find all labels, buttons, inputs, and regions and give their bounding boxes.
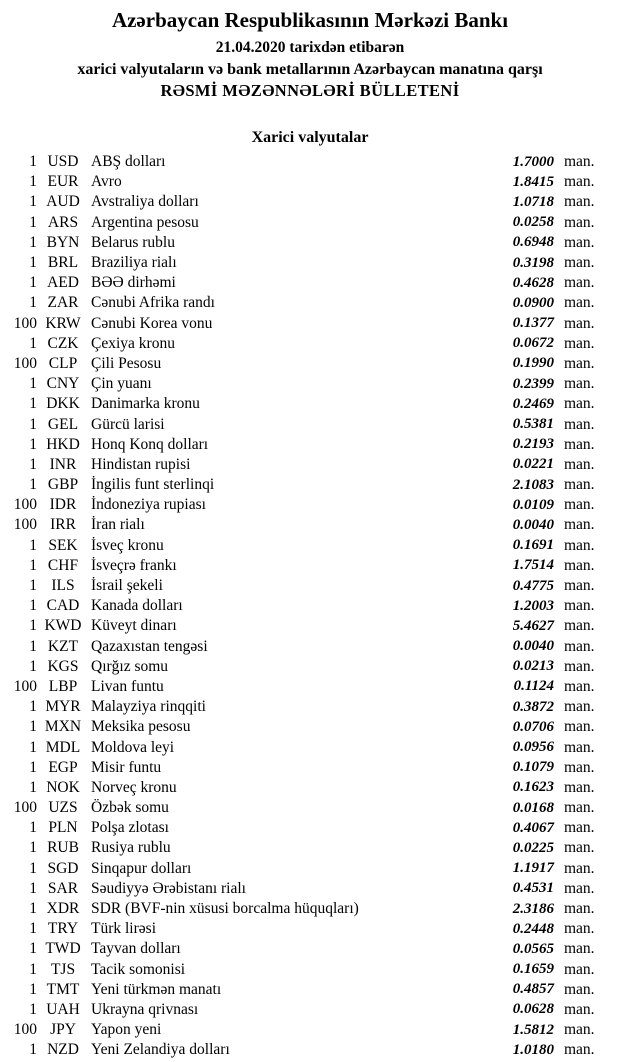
table-row [0, 536, 620, 556]
row-rate-value: 0.2193 [512, 436, 554, 453]
row-quantity: 1 [29, 940, 37, 958]
row-quantity: 1 [29, 617, 37, 635]
row-currency-code: RUB [47, 839, 79, 857]
row-unit-label: man. [564, 637, 595, 655]
row-currency-name: Çin yuanı [91, 375, 152, 393]
row-rate-value: 0.0213 [512, 658, 554, 675]
row-unit-label: man. [564, 496, 595, 514]
row-unit-label: man. [564, 1021, 595, 1039]
row-quantity: 1 [29, 819, 37, 837]
subtitle-line: xarici valyutaların və bank metallarının Azərbaycan manatına qarşı [77, 61, 543, 78]
row-quantity: 1 [29, 173, 37, 191]
row-currency-code: MXN [44, 718, 82, 736]
row-quantity: 100 [13, 516, 37, 534]
row-rate-value: 0.0672 [512, 335, 554, 352]
row-currency-name: Çili Pesosu [91, 354, 162, 372]
row-currency-name: Hindistan rupisi [91, 455, 191, 473]
row-quantity: 100 [13, 314, 37, 332]
row-unit-label: man. [564, 536, 595, 554]
row-unit-label: man. [564, 193, 595, 211]
row-quantity: 1 [29, 153, 37, 171]
row-currency-code: USD [47, 153, 79, 171]
row-currency-code: DKK [46, 395, 80, 413]
table-row [0, 233, 620, 253]
row-unit-label: man. [564, 859, 595, 877]
row-unit-label: man. [564, 677, 595, 695]
row-currency-code: UZS [48, 799, 78, 817]
table-row [0, 1040, 620, 1060]
row-quantity: 1 [29, 577, 37, 595]
row-quantity: 1 [29, 698, 37, 716]
table-row [0, 960, 620, 980]
table-row [0, 697, 620, 717]
table-row [0, 596, 620, 616]
row-quantity: 100 [13, 677, 37, 695]
table-row [0, 1000, 620, 1020]
row-currency-code: CLP [48, 354, 78, 372]
row-currency-name: Moldova leyi [91, 738, 175, 756]
row-currency-name: Türk lirəsi [91, 920, 156, 938]
row-rate-value: 0.4857 [512, 981, 554, 998]
table-row [0, 495, 620, 515]
row-currency-code: BRL [47, 254, 79, 272]
row-currency-code: SEK [48, 536, 78, 554]
row-currency-name: Özbək somu [91, 799, 169, 817]
table-row [0, 778, 620, 798]
table-row [0, 677, 620, 697]
table-row [0, 939, 620, 959]
row-rate-value: 0.0900 [512, 294, 554, 311]
row-quantity: 1 [29, 920, 37, 938]
row-unit-label: man. [564, 455, 595, 473]
row-currency-code: UAH [46, 1000, 80, 1018]
row-rate-value: 0.5381 [512, 416, 554, 433]
row-unit-label: man. [564, 395, 595, 413]
row-rate-value: 0.4531 [512, 880, 554, 897]
row-currency-code: TMT [46, 980, 80, 998]
row-rate-value: 0.0109 [512, 496, 554, 513]
row-rate-value: 0.0225 [512, 839, 554, 856]
row-rate-value: 0.2448 [512, 920, 554, 937]
row-rate-value: 0.0168 [512, 799, 554, 816]
row-unit-label: man. [564, 657, 595, 675]
row-currency-name: Tacik somonisi [91, 960, 186, 978]
row-currency-name: Malayziya rinqqiti [91, 698, 206, 716]
row-rate-value: 0.4067 [512, 819, 554, 836]
row-currency-code: NOK [46, 778, 80, 796]
table-row [0, 980, 620, 1000]
table-row [0, 556, 620, 576]
row-rate-value: 2.1083 [512, 476, 554, 493]
row-rate-value: 0.0258 [512, 214, 554, 231]
row-currency-name: Meksika pesosu [91, 718, 191, 736]
row-currency-code: GEL [47, 415, 79, 433]
row-unit-label: man. [564, 698, 595, 716]
row-currency-name: Tayvan dolları [91, 940, 181, 958]
row-unit-label: man. [564, 556, 595, 574]
row-currency-name: Yapon yeni [91, 1021, 162, 1039]
row-quantity: 1 [29, 718, 37, 736]
table-row [0, 515, 620, 535]
row-unit-label: man. [564, 597, 595, 615]
table-row [0, 435, 620, 455]
row-rate-value: 0.2399 [512, 375, 554, 392]
row-currency-code: EUR [47, 173, 79, 191]
row-unit-label: man. [564, 940, 595, 958]
row-rate-value: 0.0040 [512, 638, 554, 655]
row-currency-name: İsveçrə frankı [91, 556, 177, 574]
row-unit-label: man. [564, 254, 595, 272]
table-row [0, 414, 620, 434]
row-unit-label: man. [564, 980, 595, 998]
row-rate-value: 0.0040 [512, 516, 554, 533]
row-unit-label: man. [564, 799, 595, 817]
row-currency-code: CZK [47, 334, 79, 352]
row-rate-value: 0.0221 [512, 456, 554, 473]
table-row [0, 152, 620, 172]
row-currency-name: Rusiya rublu [91, 839, 171, 857]
row-quantity: 1 [29, 294, 37, 312]
row-currency-code: BYN [46, 233, 80, 251]
row-rate-value: 0.4775 [512, 577, 554, 594]
row-currency-name: Gürcü larisi [91, 415, 165, 433]
row-currency-name: Norveç kronu [91, 778, 177, 796]
row-rate-value: 1.7514 [512, 557, 554, 574]
row-currency-name: Ukrayna qrivnası [91, 1000, 199, 1018]
row-quantity: 1 [29, 435, 37, 453]
row-unit-label: man. [564, 476, 595, 494]
row-currency-name: SDR (BVF-nin xüsusi borcalma hüquqları) [91, 900, 359, 918]
row-currency-name: Səudiyyə Ərəbistanı rialı [91, 879, 246, 897]
table-row [0, 273, 620, 293]
row-currency-name: Qırğız somu [91, 657, 169, 675]
row-rate-value: 0.1659 [512, 961, 554, 978]
row-rate-value: 0.1124 [513, 678, 554, 695]
row-currency-code: IRR [50, 516, 76, 534]
row-quantity: 100 [13, 799, 37, 817]
row-quantity: 1 [29, 334, 37, 352]
row-quantity: 1 [29, 375, 37, 393]
row-unit-label: man. [564, 1000, 595, 1018]
row-unit-label: man. [564, 778, 595, 796]
row-currency-name: Argentina pesosu [91, 213, 199, 231]
row-currency-name: Çexiya kronu [91, 334, 175, 352]
row-quantity: 1 [29, 637, 37, 655]
table-row [0, 314, 620, 334]
row-rate-value: 0.3872 [512, 698, 554, 715]
row-rate-value: 0.2469 [512, 395, 554, 412]
table-row [0, 859, 620, 879]
row-rate-value: 0.1377 [512, 315, 554, 332]
row-currency-code: EGP [48, 758, 78, 776]
row-currency-name: Qazaxıstan tengəsi [91, 637, 208, 655]
table-row [0, 334, 620, 354]
row-unit-label: man. [564, 819, 595, 837]
row-currency-name: Yeni Zelandiya dolları [91, 1041, 230, 1059]
row-currency-code: CHF [47, 556, 79, 574]
table-row [0, 172, 620, 192]
row-currency-code: ARS [47, 213, 79, 231]
row-rate-value: 5.4627 [512, 617, 554, 634]
table-row [0, 879, 620, 899]
table-row [0, 394, 620, 414]
row-currency-name: Danimarka kronu [91, 395, 200, 413]
row-currency-name: ABŞ dolları [91, 153, 166, 171]
row-rate-value: 0.0565 [512, 940, 554, 957]
row-currency-name: İran rialı [91, 516, 145, 534]
row-currency-code: KWD [44, 617, 82, 635]
table-row [0, 213, 620, 233]
row-currency-code: ZAR [47, 294, 79, 312]
row-quantity: 1 [29, 879, 37, 897]
table-row [0, 798, 620, 818]
bulletin-title: RƏSMİ MƏZƏNNƏLƏRİ BÜLLETENİ [160, 81, 460, 100]
row-currency-name: BƏƏ dirhəmi [91, 274, 176, 292]
row-currency-name: Braziliya rialı [91, 254, 177, 272]
row-rate-value: 0.1079 [512, 759, 554, 776]
row-unit-label: man. [564, 213, 595, 231]
currency-rates-table [0, 152, 620, 1060]
row-unit-label: man. [564, 375, 595, 393]
row-quantity: 1 [29, 738, 37, 756]
row-rate-value: 0.0956 [512, 739, 554, 756]
row-rate-value: 1.8415 [512, 173, 554, 190]
table-row [0, 899, 620, 919]
row-currency-name: Belarus rublu [91, 233, 175, 251]
row-unit-label: man. [564, 718, 595, 736]
row-rate-value: 1.0180 [512, 1041, 554, 1058]
row-quantity: 1 [29, 839, 37, 857]
row-quantity: 1 [29, 900, 37, 918]
table-row [0, 192, 620, 212]
row-quantity: 1 [29, 960, 37, 978]
row-currency-name: Küveyt dinarı [91, 617, 177, 635]
row-currency-code: KGS [47, 657, 79, 675]
row-rate-value: 0.3198 [512, 254, 554, 271]
row-rate-value: 2.3186 [512, 900, 554, 917]
row-currency-name: Kanada dolları [91, 597, 183, 615]
row-unit-label: man. [564, 435, 595, 453]
table-row [0, 838, 620, 858]
row-currency-code: SAR [47, 879, 79, 897]
row-unit-label: man. [564, 758, 595, 776]
row-currency-name: Sinqapur dolları [91, 859, 192, 877]
row-currency-code: ILS [51, 577, 75, 595]
row-currency-code: CAD [46, 597, 80, 615]
row-currency-code: AUD [46, 193, 80, 211]
table-row [0, 455, 620, 475]
row-currency-code: XDR [46, 900, 80, 918]
row-unit-label: man. [564, 617, 595, 635]
row-rate-value: 0.6948 [512, 234, 554, 251]
row-currency-code: HKD [46, 435, 80, 453]
row-currency-name: Polşa zlotası [91, 819, 169, 837]
effective-date-line: 21.04.2020 tarixdən etibarən [215, 39, 405, 56]
table-row [0, 737, 620, 757]
row-rate-value: 0.1691 [512, 537, 554, 554]
row-currency-name: İndoneziya rupiası [91, 496, 206, 514]
row-quantity: 1 [29, 274, 37, 292]
row-unit-label: man. [564, 738, 595, 756]
row-currency-code: MYR [45, 698, 81, 716]
row-currency-code: AED [47, 274, 79, 292]
row-unit-label: man. [564, 233, 595, 251]
table-row [0, 616, 620, 636]
row-quantity: 1 [29, 859, 37, 877]
row-currency-name: Cənubi Korea vonu [91, 314, 213, 332]
table-row [0, 374, 620, 394]
row-quantity: 1 [29, 758, 37, 776]
row-currency-name: Cənubi Afrika randı [91, 294, 215, 312]
row-rate-value: 0.1990 [512, 355, 554, 372]
table-row [0, 1020, 620, 1040]
row-quantity: 100 [13, 1021, 37, 1039]
row-currency-name: Avro [91, 173, 122, 191]
row-unit-label: man. [564, 839, 595, 857]
row-quantity: 1 [29, 254, 37, 272]
row-unit-label: man. [564, 960, 595, 978]
row-currency-code: SGD [47, 859, 79, 877]
table-row [0, 354, 620, 374]
row-unit-label: man. [564, 920, 595, 938]
row-currency-name: Honq Konq dolları [91, 435, 209, 453]
row-rate-value: 0.0628 [512, 1001, 554, 1018]
row-rate-value: 0.0706 [512, 718, 554, 735]
table-row [0, 758, 620, 778]
row-unit-label: man. [564, 173, 595, 191]
row-currency-name: Livan funtu [91, 677, 164, 695]
row-currency-code: KZT [47, 637, 79, 655]
row-unit-label: man. [564, 879, 595, 897]
row-currency-name: İsrail şekeli [91, 577, 163, 595]
row-unit-label: man. [564, 1041, 595, 1059]
row-quantity: 1 [29, 778, 37, 796]
row-unit-label: man. [564, 354, 595, 372]
table-row [0, 657, 620, 677]
row-currency-name: İngilis funt sterlinqi [91, 476, 215, 494]
row-quantity: 100 [13, 354, 37, 372]
row-quantity: 1 [29, 415, 37, 433]
table-row [0, 253, 620, 273]
row-currency-code: IDR [49, 496, 77, 514]
table-row [0, 475, 620, 495]
row-quantity: 1 [29, 657, 37, 675]
row-currency-code: TJS [50, 960, 76, 978]
table-row [0, 919, 620, 939]
row-unit-label: man. [564, 334, 595, 352]
row-currency-name: İsveç kronu [91, 536, 164, 554]
row-currency-code: TWD [45, 940, 81, 958]
table-row [0, 717, 620, 737]
row-currency-code: GBP [47, 476, 79, 494]
row-quantity: 1 [29, 213, 37, 231]
row-unit-label: man. [564, 577, 595, 595]
row-rate-value: 1.2003 [512, 597, 554, 614]
table-row [0, 576, 620, 596]
row-currency-code: JPY [50, 1021, 76, 1039]
row-quantity: 1 [29, 455, 37, 473]
row-currency-name: Yeni türkmən manatı [91, 980, 222, 998]
row-rate-value: 1.5812 [512, 1021, 554, 1038]
row-quantity: 1 [29, 476, 37, 494]
table-row [0, 293, 620, 313]
row-rate-value: 0.4628 [512, 274, 554, 291]
row-currency-code: TRY [47, 920, 79, 938]
row-quantity: 1 [29, 395, 37, 413]
row-currency-name: Misir funtu [91, 758, 162, 776]
row-currency-code: KRW [45, 314, 81, 332]
row-unit-label: man. [564, 153, 595, 171]
section-title-foreign-currencies: Xarici valyutalar [251, 129, 369, 146]
row-quantity: 1 [29, 556, 37, 574]
row-currency-code: LBP [48, 677, 78, 695]
row-quantity: 1 [29, 233, 37, 251]
row-unit-label: man. [564, 900, 595, 918]
row-currency-code: CNY [46, 375, 80, 393]
row-currency-code: PLN [48, 819, 78, 837]
row-currency-code: NZD [47, 1041, 79, 1059]
table-row [0, 818, 620, 838]
row-currency-name: Avstraliya dolları [91, 193, 199, 211]
row-rate-value: 0.1623 [512, 779, 554, 796]
row-rate-value: 1.0718 [512, 193, 554, 210]
row-unit-label: man. [564, 314, 595, 332]
row-quantity: 1 [29, 1041, 37, 1059]
row-quantity: 1 [29, 1000, 37, 1018]
row-rate-value: 1.1917 [512, 860, 554, 877]
row-unit-label: man. [564, 516, 595, 534]
row-unit-label: man. [564, 294, 595, 312]
row-quantity: 1 [29, 193, 37, 211]
row-currency-code: INR [49, 455, 77, 473]
row-quantity: 100 [13, 496, 37, 514]
row-quantity: 1 [29, 980, 37, 998]
row-currency-code: MDL [45, 738, 81, 756]
bank-name-title: Azərbaycan Respublikasının Mərkəzi Bankı [111, 8, 509, 32]
row-quantity: 1 [29, 597, 37, 615]
row-rate-value: 1.7000 [512, 153, 554, 170]
row-quantity: 1 [29, 536, 37, 554]
row-unit-label: man. [564, 274, 595, 292]
table-row [0, 637, 620, 657]
row-unit-label: man. [564, 415, 595, 433]
